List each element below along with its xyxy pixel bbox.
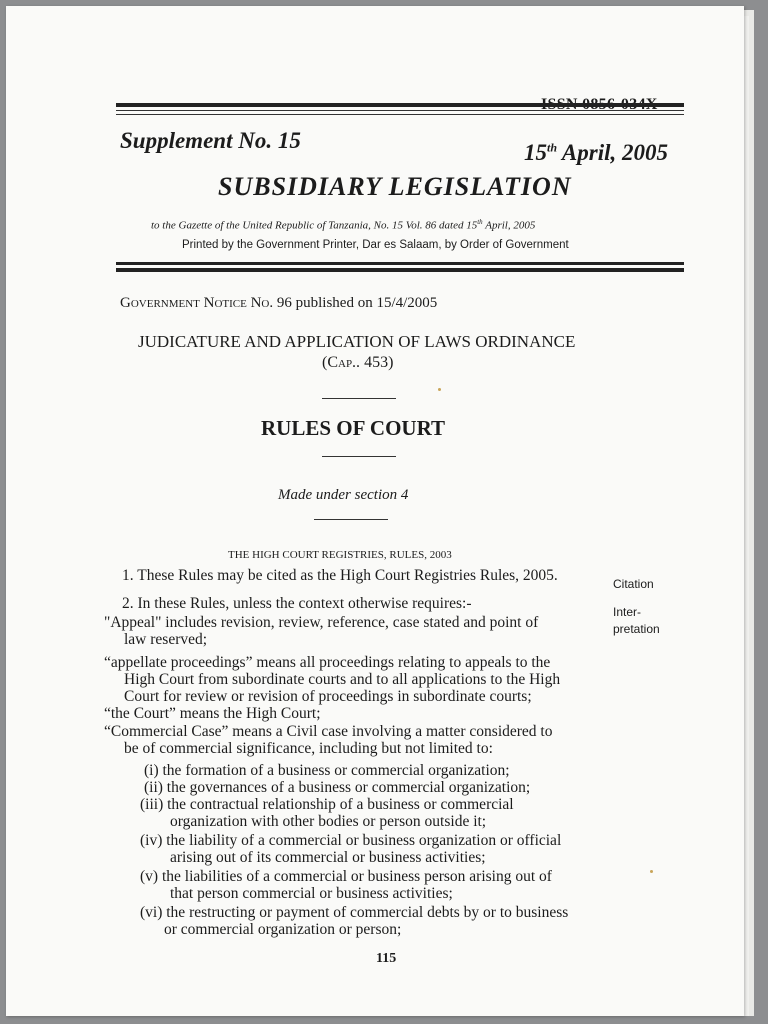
body-line: (i) the formation of a business or commercial organization;: [144, 762, 510, 779]
government-notice: Government Notice No. 96 published on 15/4/2005: [120, 295, 438, 311]
divider: [314, 519, 388, 520]
body-line: (vi) the restructing or payment of commercial debts by or to business: [140, 904, 569, 921]
divider: [322, 398, 396, 399]
body-line: be of commercial significance, including but not limited to:: [124, 740, 493, 757]
margin-note-interpretation: Inter-: [613, 605, 642, 619]
body-line: 2. In these Rules, unless the context otherwise requires:-: [122, 595, 472, 612]
body-line: “Commercial Case” means a Civil case involving a matter considered to: [104, 723, 553, 740]
body-line: or commercial organization or person;: [164, 921, 402, 938]
body-line: (ii) the governances of a business or commercial organization;: [144, 779, 531, 796]
rules-title: RULES OF COURT: [261, 416, 446, 440]
header-top-rule-thin: [116, 110, 684, 111]
header-top-rule-thin: [116, 114, 684, 115]
ordinance-title: JUDICATURE AND APPLICATION OF LAWS ORDINANCE: [138, 332, 576, 351]
margin-note-citation: Citation: [613, 577, 654, 591]
body-line: (iv) the liability of a commercial or business organization or official: [140, 832, 562, 849]
rules-short-title: THE HIGH COURT REGISTRIES, RULES, 2003: [228, 549, 452, 561]
header-top-rule: [116, 103, 684, 107]
divider: [322, 456, 396, 457]
paper-speck: [438, 388, 441, 391]
body-line: law reserved;: [124, 631, 208, 648]
body-line: (iii) the contractual relationship of a business or commercial: [140, 796, 514, 813]
paper-speck: [650, 870, 653, 873]
enabling-provision: Made under section 4: [278, 487, 409, 503]
body-line: "Appeal" includes revision, review, reference, case stated and point of: [104, 614, 539, 631]
document-page: [6, 6, 744, 1016]
body-line: (v) the liabilities of a commercial or business person arising out of: [140, 868, 552, 885]
page-title: SUBSIDIARY LEGISLATION: [218, 172, 572, 201]
body-line: that person commercial or business activities;: [170, 885, 453, 902]
body-line: High Court from subordinate courts and to all applications to the High: [124, 671, 561, 688]
body-line: “the Court” means the High Court;: [104, 705, 321, 722]
supplement-number: Supplement No. 15: [120, 128, 301, 153]
body-line: organization with other bodies or person outside it;: [170, 813, 487, 830]
body-line: Court for review or revision of proceedings in subordinate courts;: [124, 688, 532, 705]
printer-statement: Printed by the Government Printer, Dar es Salaam, by Order of Government: [182, 239, 569, 251]
chapter-reference: (Cap.. 453): [322, 354, 394, 371]
body-line: 1. These Rules may be cited as the High Court Registries Rules, 2005.: [122, 567, 558, 584]
margin-note-interpretation: pretation: [613, 622, 660, 636]
body-line: “appellate proceedings” means all proceedings relating to appeals to the: [104, 654, 551, 671]
page-number: 115: [376, 951, 397, 966]
header-bottom-rule: [116, 262, 684, 265]
header-bottom-rule: [116, 268, 684, 272]
body-line: arising out of its commercial or business activities;: [170, 849, 486, 866]
publication-date: 15th April, 2005: [524, 140, 668, 165]
gazette-reference: to the Gazette of the United Republic of Tanzania, No. 15 Vol. 86 dated 15th April, 2005: [151, 218, 536, 232]
